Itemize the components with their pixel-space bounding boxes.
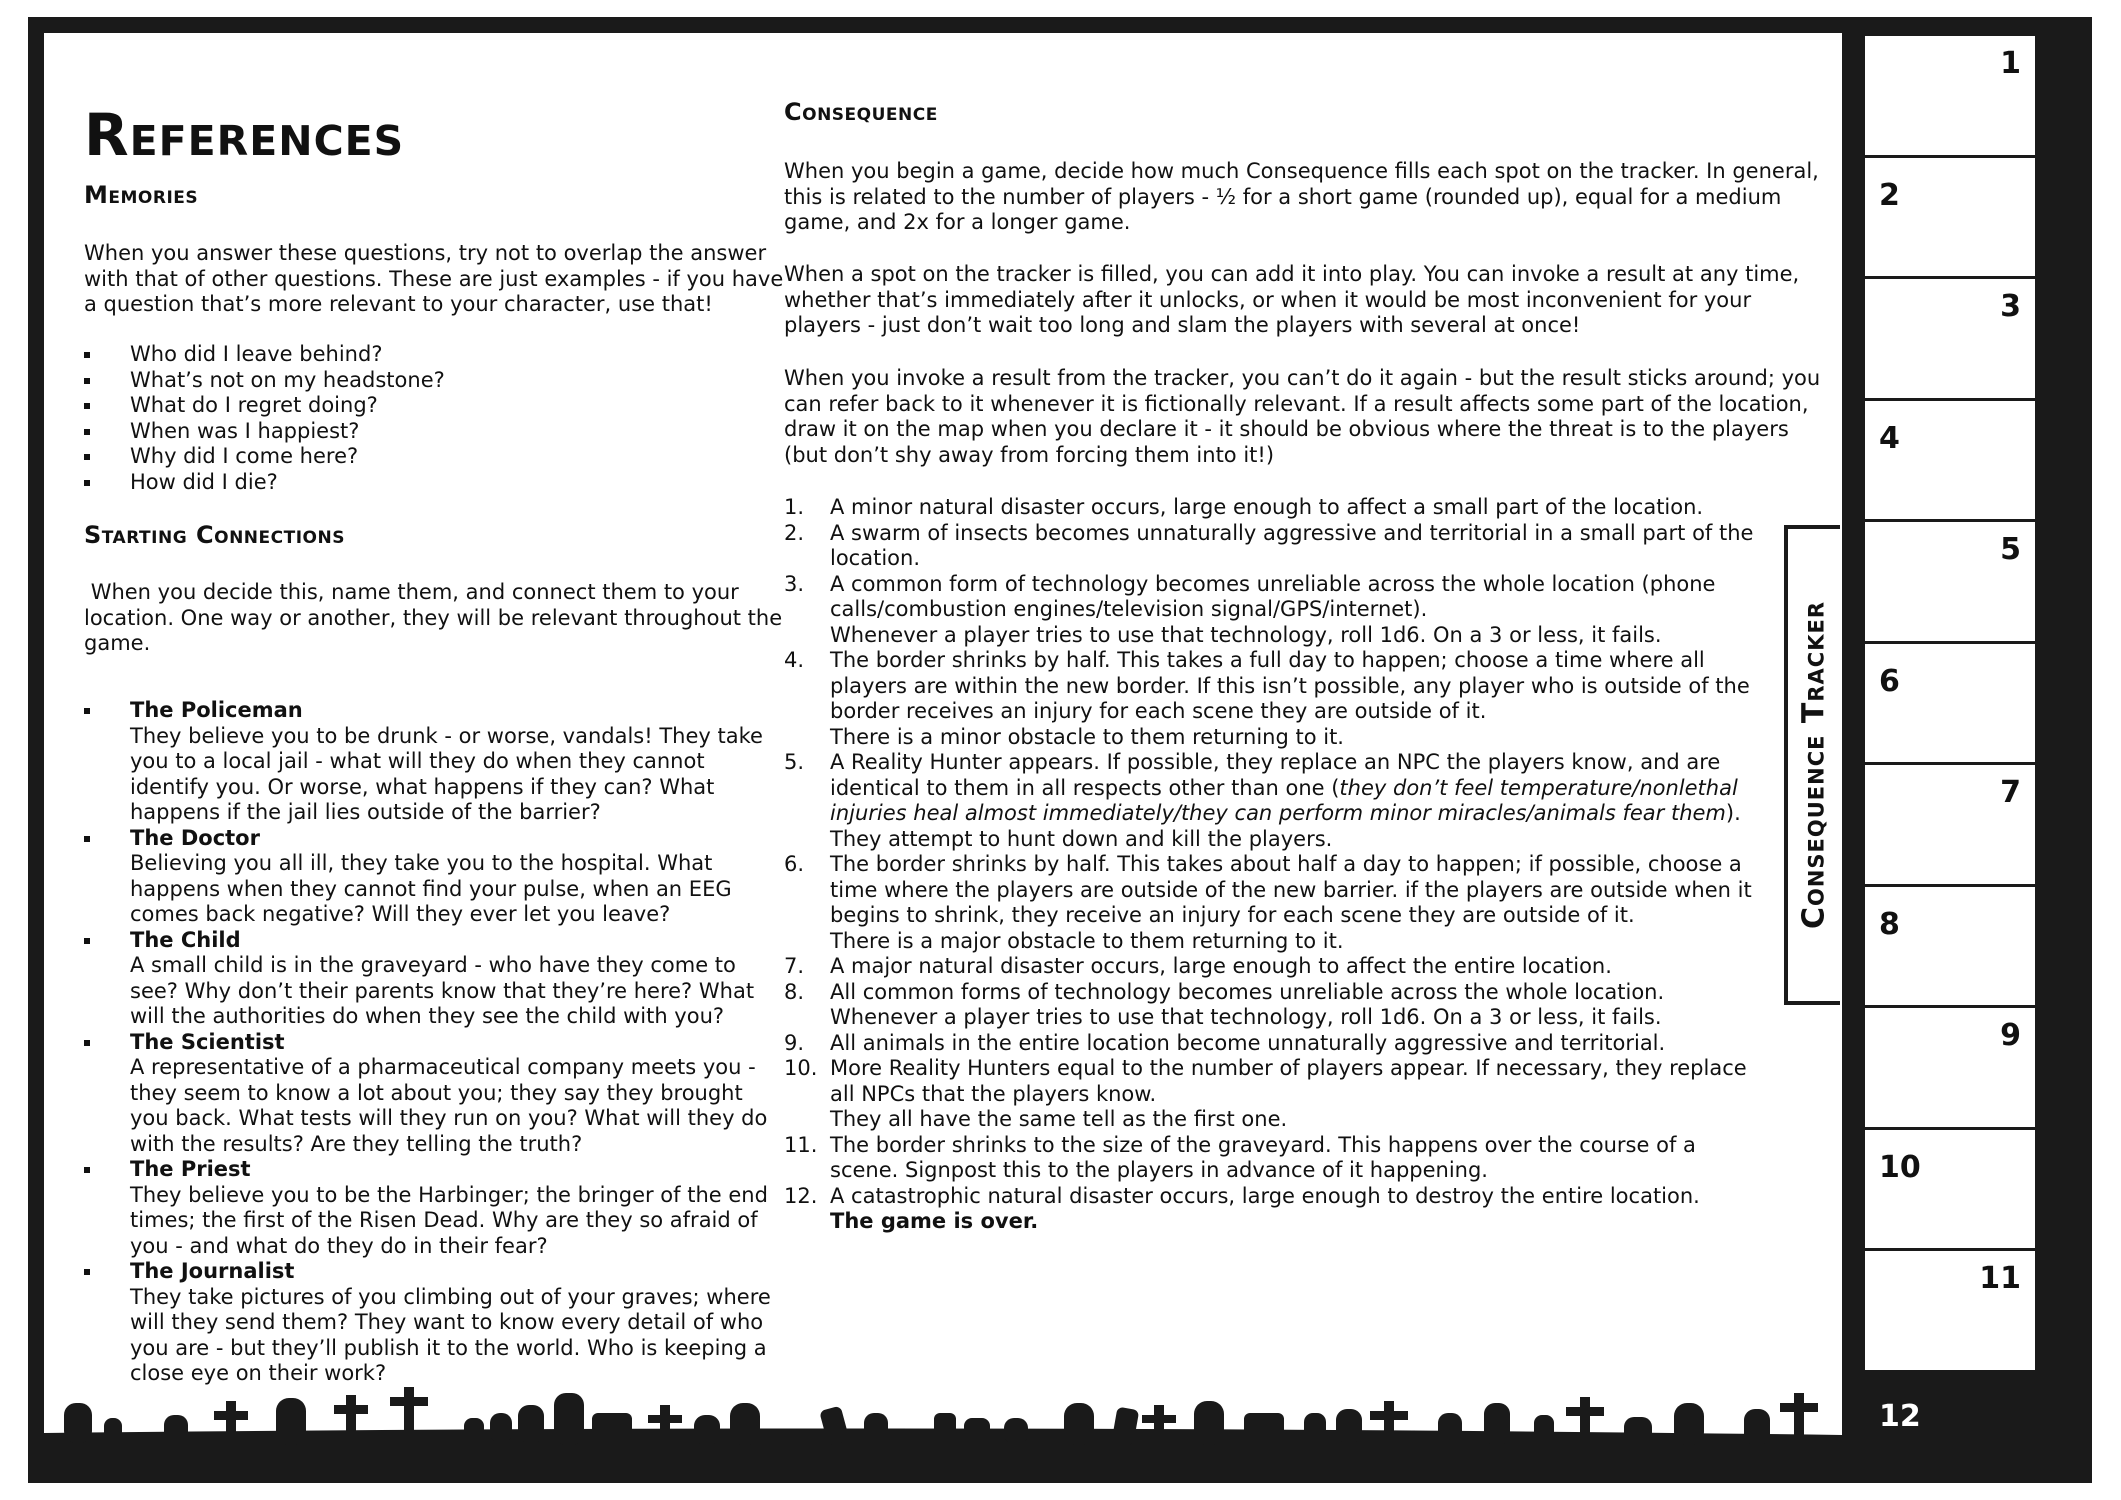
result-number: 9. [784, 1030, 805, 1055]
consequence-para-3: When you invoke a result from the tracker, you can’t do it again - but the result sticks around; you can refer back to it whenever it is fictionally relevant. If a result affects some part of the location, draw it on the map when you declare it - it should be obvious where the threat is to the players (but don’t shy away from forcing them into it!) [784, 366, 1821, 467]
tracker-cell [1862, 1127, 2038, 1252]
connection-item [84, 1030, 784, 1158]
result-text: The border shrinks to the size of the graveyard. This happens over the course of a scene. Signpost this to the players in advance of it happening. [830, 1132, 1696, 1182]
result-text: A common form of technology becomes unreliable across the whole location (phone calls/combustion engines/television signal/GPS/internet). [830, 571, 1716, 621]
result-extra-text: They attempt to hunt down and kill the players. [830, 826, 1333, 851]
tracker-cell-number: 4 [1879, 420, 1900, 456]
connection-name: The Priest [130, 1157, 251, 1181]
consequence-result [784, 1031, 1764, 1057]
result-tail-text: ). [1725, 801, 1741, 825]
connections-heading: Starting Connections [84, 521, 345, 549]
result-extra-text: Whenever a player tries to use that technology, roll 1d6. On a 3 or less, it fails. [830, 1005, 1662, 1029]
graveyard-silhouette [44, 1373, 1842, 1451]
tracker-cell-number: 11 [1979, 1261, 2021, 1296]
consequence-result [784, 521, 1764, 572]
connections-people-list [84, 698, 784, 1387]
result-number: 6. [784, 852, 805, 876]
connection-name: The Child [130, 927, 241, 952]
connection-description: A representative of a pharmaceutical company meets you - they seem to know a lot about you; they say they brought you back. What tests will they run on you? What will they do with the results? Are they telling the truth? [130, 1055, 768, 1156]
connection-name: The Scientist [130, 1029, 285, 1054]
result-number: 10. [784, 1056, 818, 1080]
tracker-cell-number: 2 [1879, 177, 1900, 213]
tracker-cell [1862, 398, 2038, 523]
result-text: The border shrinks by half. This takes a full day to happen; choose a time where all players are within the new border. If this isn’t possible, any player who is outside of the border receives an injury for each scene they are outside of it. [830, 648, 1750, 723]
result-number: 4. [784, 648, 805, 672]
connection-description: A small child is in the graveyard - who have they come to see? Why don’t their parents know that they’re here? What will the authorities do when they see the child with you? [130, 953, 755, 1028]
consequence-result [784, 954, 1764, 980]
connection-item [84, 1157, 784, 1259]
page-frame [28, 17, 2092, 1483]
result-final-text: The game is over. [830, 1209, 1039, 1233]
consequence-result [784, 1056, 1764, 1133]
connection-description: Believing you all ill, they take you to the hospital. What happens when they cannot find your pulse, when an EEG comes back negative? Will they ever let you leave? [130, 851, 732, 926]
result-text: All animals in the entire location become unnaturally aggressive and territorial. [830, 1030, 1666, 1055]
memory-question: Who did I leave behind? [84, 342, 784, 368]
tracker-cell [1862, 1248, 2038, 1373]
connection-description: They believe you to be drunk - or worse, vandals! They take you to a local jail - what will they do when they cannot identify you. Or worse, what happens if they can? What happens if the jail lies outside of the barrier? [130, 723, 763, 824]
connection-description: They believe you to be the Harbinger; the bringer of the end times; the first of the Risen Dead. Why are they so afraid of you - and what do they do in their fear? [130, 1182, 768, 1258]
consequence-result [784, 648, 1764, 750]
connection-item [84, 698, 784, 826]
tracker-cell [1862, 519, 2038, 644]
connection-name: The Journalist [130, 1259, 295, 1283]
result-text: All common forms of technology becomes unreliable across the whole location. [830, 979, 1665, 1004]
page-sheet [44, 33, 1842, 1451]
tracker-cell [1862, 1370, 2038, 1480]
tracker-cell-number: 5 [2000, 532, 2021, 567]
result-number: 11. [784, 1132, 818, 1157]
consequence-para-1: When you begin a game, decide how much Consequence fills each spot on the tracker. In general, this is related to the number of players - ½ for a short game (rounded up), equal for a medium game, and 2x for a longer game. [784, 159, 1819, 234]
consequence-result [784, 852, 1764, 954]
result-number: 1. [784, 495, 805, 519]
result-text: The border shrinks by half. This takes about half a day to happen; if possible, choose a time where the players are outside of the new barrier. if the players are outside when it begins to shrink, they receive an injury for each scene they are outside of it. [830, 852, 1752, 927]
result-extra-text: They all have the same tell as the first one. [830, 1107, 1288, 1131]
tracker-cell [1862, 762, 2038, 887]
memories-question-list [84, 342, 784, 495]
result-text: A swarm of insects becomes unnaturally aggressive and territorial in a small part of the location. [830, 520, 1754, 570]
tracker-cell-number: 10 [1879, 1149, 1921, 1185]
connection-description: They take pictures of you climbing out of your graves; where will they send them? They want to know every detail of who you are - but they’ll publish it to the world. Who is keeping a close eye on their work? [130, 1284, 771, 1385]
consequence-tracker [1842, 33, 2092, 1451]
memory-question: What’s not on my headstone? [84, 368, 784, 394]
result-text: A major natural disaster occurs, large enough to affect the entire location. [830, 954, 1612, 978]
result-text: A catastrophic natural disaster occurs, large enough to destroy the entire location. [830, 1183, 1700, 1208]
tracker-cell [1862, 641, 2038, 766]
memory-question: When was I happiest? [84, 419, 784, 445]
tracker-cell-number: 9 [2000, 1018, 2021, 1053]
result-text: More Reality Hunters equal to the number of players appear. If necessary, they replace all NPCs that the players know. [830, 1056, 1747, 1106]
memory-question: What do I regret doing? [84, 393, 784, 419]
tracker-cell-number: 6 [1879, 663, 1900, 699]
tracker-cell [1862, 276, 2038, 401]
tracker-cell [1862, 155, 2038, 280]
result-italic-text: they don’t feel temperature/nonlethal injuries heal almost immediately/they can perform minor miracles/animals fear them [830, 775, 1738, 825]
tracker-cell [1862, 884, 2038, 1009]
consequence-result [784, 1184, 1764, 1235]
result-number: 7. [784, 954, 805, 978]
memory-question: How did I die? [84, 470, 784, 496]
consequence-result-list [784, 495, 1764, 1235]
tracker-cell-number: 1 [2000, 46, 2021, 81]
result-number: 12. [784, 1183, 818, 1208]
result-number: 5. [784, 750, 805, 774]
connection-item [84, 1259, 784, 1387]
memories-heading: Memories [84, 181, 199, 209]
result-text: A minor natural disaster occurs, large enough to affect a small part of the location. [830, 495, 1704, 519]
consequence-result [784, 1133, 1764, 1184]
memory-question: Why did I come here? [84, 444, 784, 470]
result-text: A Reality Hunter appears. If possible, they replace an NPC the players know, and are identical to them in all respects other than one ( [830, 750, 1721, 800]
page-title: References [84, 101, 405, 169]
tracker-cell-number: 8 [1879, 906, 1900, 942]
tracker-label: Consequence Tracker [1796, 600, 1832, 930]
memories-intro: When you answer these questions, try not to overlap the answer with that of other questions. These are just examples - if you have a question that’s more relevant to your character, use that! [84, 241, 784, 316]
result-extra-text: Whenever a player tries to use that technology, roll 1d6. On a 3 or less, it fails. [830, 622, 1662, 647]
tracker-cell-number: 12 [1879, 1398, 1921, 1434]
connection-name: The Doctor [130, 825, 260, 850]
tracker-cell [1862, 1005, 2038, 1130]
consequence-result [784, 572, 1764, 649]
tracker-cell-number: 3 [2000, 289, 2021, 324]
consequence-para-2: When a spot on the tracker is filled, you can add it into play. You can invoke a result at any time, whether that’s immediately after it unlocks, or when it would be most inconvenient for your players - just don’t wait too long and slam the players with several at once! [784, 262, 1800, 337]
consequence-result [784, 495, 1764, 521]
result-number: 8. [784, 979, 805, 1004]
connection-name: The Policeman [130, 698, 303, 722]
consequence-tracker-tab [1784, 525, 1840, 1005]
consequence-result [784, 980, 1764, 1031]
connection-item [84, 826, 784, 928]
tracker-cell-number: 7 [2000, 775, 2021, 810]
result-extra-text: There is a major obstacle to them returning to it. [830, 928, 1344, 953]
tracker-cell [1862, 33, 2038, 158]
result-number: 2. [784, 520, 805, 545]
connections-intro: When you decide this, name them, and connect them to your location. One way or another, they will be relevant throughout the game. [84, 580, 789, 655]
result-number: 3. [784, 571, 805, 596]
result-extra-text: There is a minor obstacle to them returning to it. [830, 724, 1344, 749]
consequence-heading: Consequence [784, 98, 938, 126]
consequence-result [784, 750, 1764, 852]
connection-item [84, 928, 784, 1030]
